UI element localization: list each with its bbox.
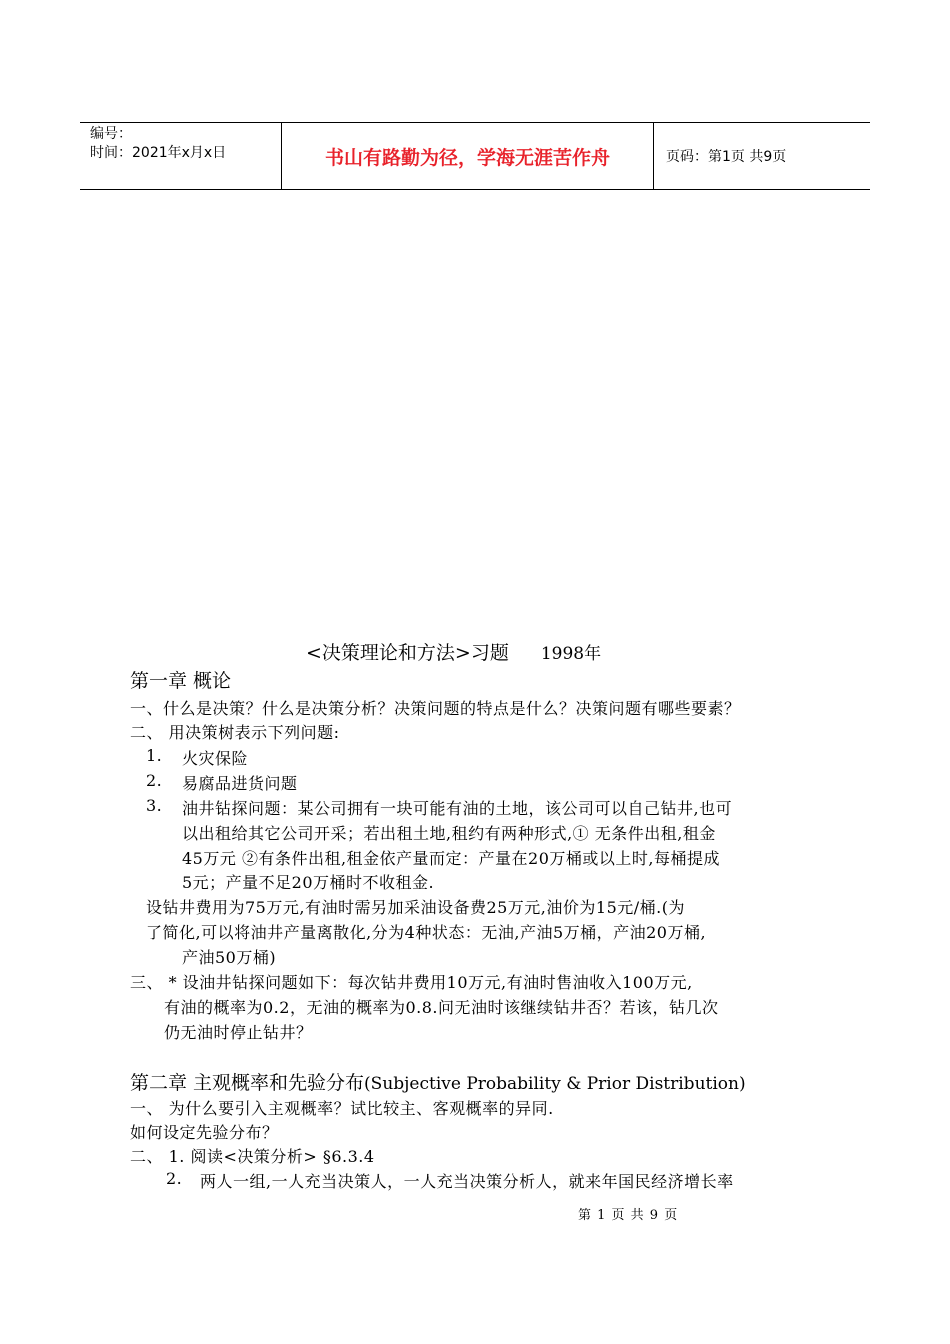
document-title [306, 638, 601, 665]
ch2-question-1b: 如何设定先验分布？ [130, 1123, 279, 1142]
ch2-question-2: 二、 1. 阅读<决策分析> §6.3.4 [130, 1147, 375, 1166]
chapter-2-heading-en: (Subjective Probability & Prior Distribution) [364, 1074, 746, 1094]
ch1-item-3-number: 3. [146, 796, 163, 815]
date-label: 时间：2021年x月x日 [90, 145, 227, 161]
motto: 书山有路勤为径，学海无涯苦作舟 [282, 123, 654, 189]
ch1-question-3-line-2: 有油的概率为0.2，无油的概率为0.8.问无油时该继续钻井否？若该，钻几次 [164, 998, 719, 1017]
title-year: 1998年 [540, 644, 602, 664]
ch1-item-3-line-3: 45万元 ②有条件出租,租金依产量而定：产量在20万桶或以上时,每桶提成 [182, 849, 720, 868]
ch1-item-3-line-2: 以出租给其它公司开采；若出租土地,租约有两种形式,① 无条件出租,租金 [182, 824, 716, 843]
ch1-question-1: 一、什么是决策？什么是决策分析？决策问题的特点是什么？决策问题有哪些要素？ [130, 699, 741, 718]
number-label: 编号： [90, 126, 132, 142]
ch1-cost-line-3: 产油50万桶) [182, 948, 277, 967]
ch1-item-3-line-1: 油井钻探问题：某公司拥有一块可能有油的土地，该公司可以自己钻井,也可 [182, 799, 733, 818]
ch1-cost-line-1: 设钻井费用为75万元,有油时需另加采油设备费25万元,油价为15元/桶.(为 [146, 898, 685, 917]
page-footer: 第 1 页 共 9 页 [578, 1208, 679, 1223]
ch1-question-3-line-1: 三、 * 设油井钻探问题如下：每次钻井费用10万元,有油时售油收入100万元, [130, 973, 693, 992]
ch1-item-1: 火灾保险 [182, 749, 249, 768]
ch2-item-2-number: 2. [166, 1169, 183, 1188]
ch1-item-2-number: 2. [146, 771, 163, 790]
ch2-item-2: 两人一组,一人充当决策人，一人充当决策分析人，就来年国民经济增长率 [200, 1172, 734, 1191]
page-info: 页码：第1页 共9页 [666, 149, 787, 165]
header-info-cell [80, 123, 282, 189]
ch1-item-2: 易腐品进货问题 [182, 774, 298, 793]
ch1-question-2: 二、 用决策树表示下列问题: [130, 723, 340, 742]
ch2-question-1: 一、 为什么要引入主观概率？试比较主、客观概率的异同. [130, 1099, 554, 1118]
chapter-2-heading [130, 1068, 746, 1095]
ch1-question-3-line-3: 仍无油时停止钻井？ [164, 1023, 313, 1042]
header-table [80, 122, 870, 190]
ch1-item-3-line-4: 5元；产量不足20万桶时不收租金. [182, 873, 435, 892]
ch1-item-1-number: 1. [146, 746, 163, 765]
ch1-cost-line-2: 了简化,可以将油井产量离散化,分为4种状态：无油,产油5万桶，产油20万桶, [146, 923, 707, 942]
title-text: <决策理论和方法>习题 [306, 642, 509, 664]
chapter-2-heading-cn: 第二章 主观概率和先验分布 [130, 1072, 365, 1094]
chapter-1-heading: 第一章 概论 [130, 670, 232, 692]
